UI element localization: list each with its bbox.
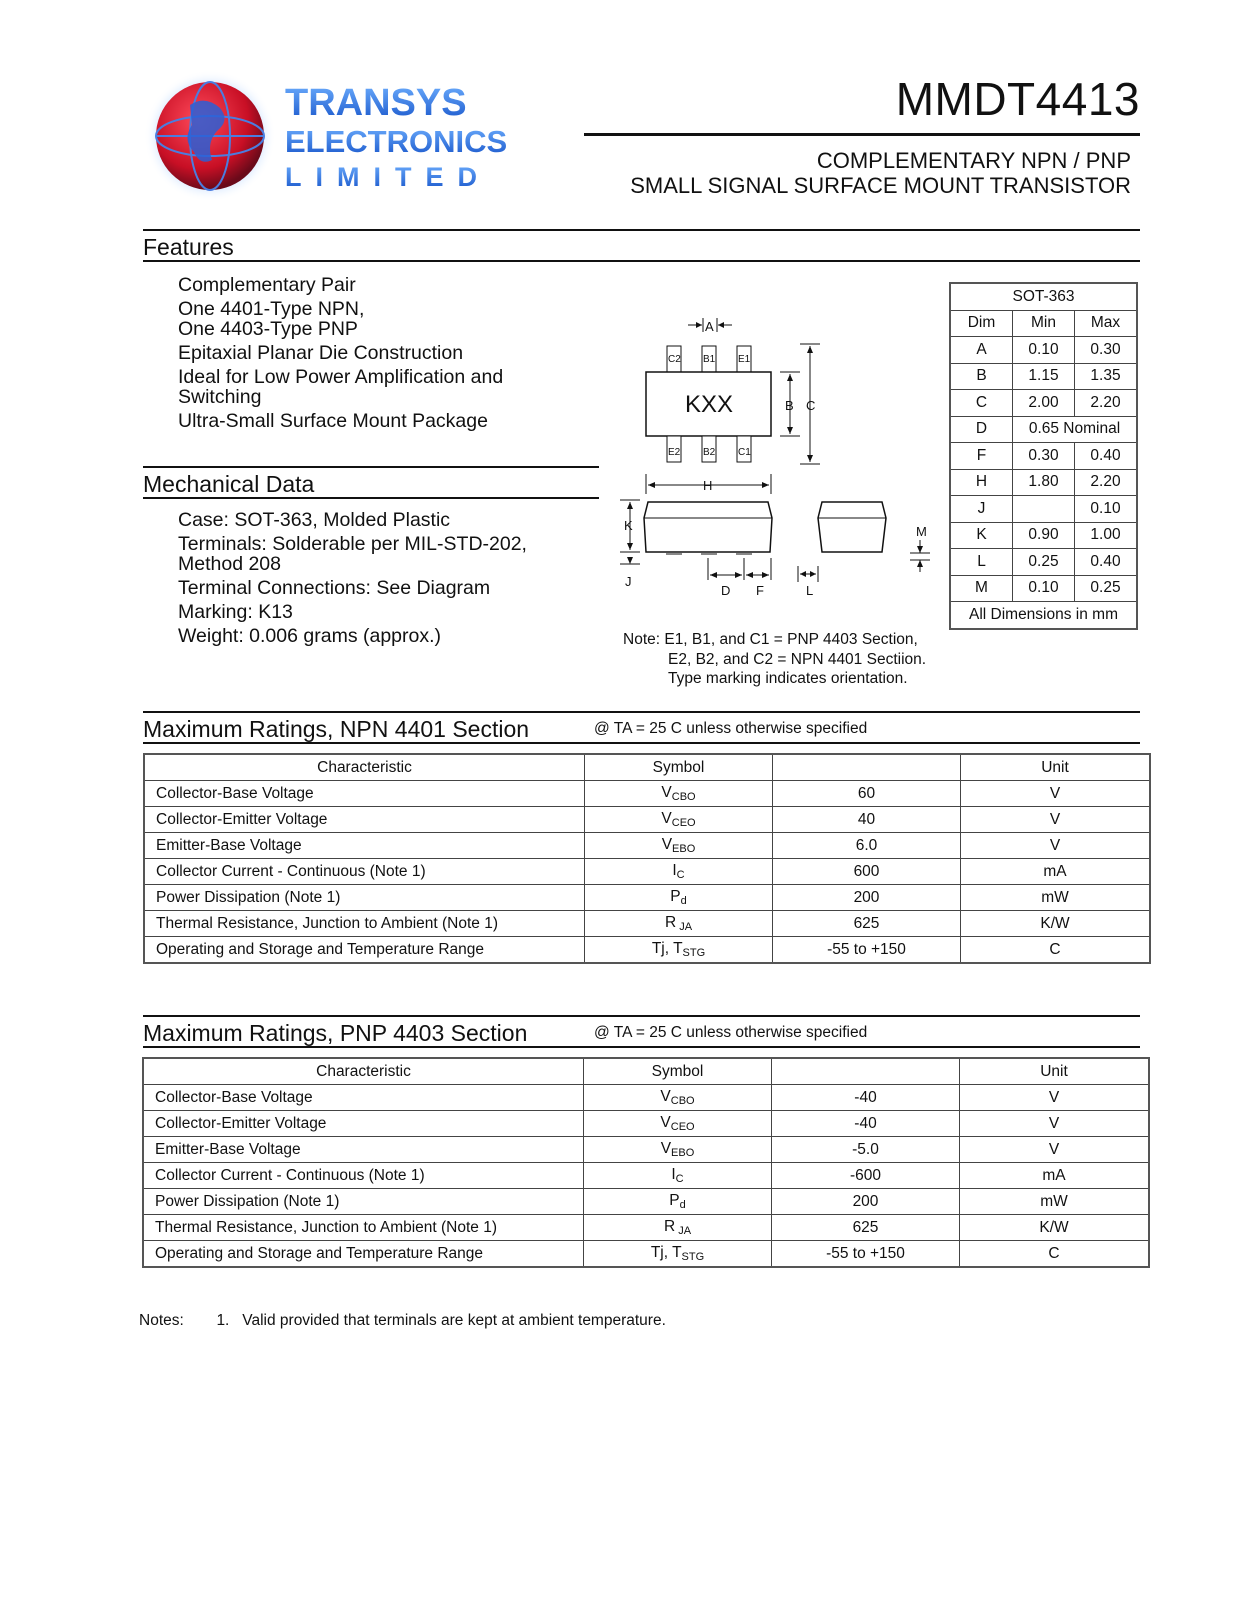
npn-section-title: Maximum Ratings, NPN 4401 Section: [143, 716, 530, 742]
dim-table-title-row: [950, 283, 1137, 310]
dim-table-header-row: [950, 310, 1137, 337]
dim-label-a: A: [705, 319, 714, 334]
table-row: M 0.10 0.25: [950, 575, 1137, 602]
mechanical-item: Case: SOT-363, Molded Plastic: [178, 509, 451, 531]
mechanical-bottom-rule: [143, 497, 599, 499]
dim-header-max: Max: [1075, 310, 1138, 337]
npn-ratings-table: [143, 753, 1151, 964]
package-marking: KXX: [685, 391, 734, 418]
dim-label-d: D: [721, 583, 731, 598]
feature-item: Ultra-Small Surface Mount Package: [178, 410, 488, 432]
mechanical-item: Weight: 0.006 grams (approx.): [178, 625, 442, 647]
dim-label-c: C: [806, 398, 816, 413]
table-row: H 1.80 2.20: [950, 469, 1137, 496]
col-unit: Unit: [961, 754, 1151, 781]
table-row: Collector-Base Voltage $V_{CBO}$ 60 V: [144, 781, 1150, 807]
table-row: Collector-Base Voltage $V_{CBO}$ -40 V: [143, 1085, 1149, 1111]
dim-label-h: H: [703, 478, 713, 493]
dim-table-footer-row: [950, 602, 1137, 629]
pnp-ratings-table: [142, 1057, 1150, 1268]
features-list: [178, 275, 598, 435]
col-unit: Unit: [960, 1058, 1150, 1085]
pin-bottom-2: B2: [703, 447, 716, 458]
table-row: Operating and Storage and Temperature Range Tj, $T_{STG}$ -55 to +150 C: [143, 1241, 1149, 1268]
table-row: J 0.10: [950, 496, 1137, 523]
dim-label-l: L: [806, 583, 814, 598]
dim-label-k: K: [624, 518, 633, 533]
features-top-rule: [143, 229, 1140, 231]
notes-label: Notes:: [139, 1312, 184, 1329]
table-row: K 0.90 1.00: [950, 522, 1137, 549]
part-number: MMDT4413: [895, 73, 1140, 125]
diagram-note: [623, 630, 926, 689]
subtitle-line1: COMPLEMENTARY NPN / PNP: [816, 148, 1131, 173]
pin-top-2: B1: [703, 354, 716, 365]
features-title: Features: [143, 234, 234, 260]
feature-item: Epitaxial Planar Die Construction: [178, 342, 464, 364]
table-row: Power Dissipation (Note 1) $P_d$ 200 mW: [143, 1189, 1149, 1215]
pin-top-1: C2: [668, 354, 681, 365]
product-subtitle: [630, 148, 1131, 198]
diagram-note-line2: E2, B2, and C2 = NPN 4401 Sectiion.: [668, 650, 927, 668]
feature-item: Complementary Pair: [178, 274, 356, 296]
mechanical-title: Mechanical Data: [143, 471, 315, 497]
col-symbol: Symbol: [584, 1058, 772, 1085]
npn-top-rule: [143, 711, 1140, 713]
table-row: A 0.10 0.30: [950, 337, 1137, 364]
header-divider: [584, 133, 1140, 136]
dim-label-j: J: [625, 574, 632, 589]
mechanical-item: Terminals: Solderable per MIL-STD-202, Method 208: [178, 533, 527, 575]
pnp-condition: @ TA = 25 C unless otherwise specified: [594, 1024, 868, 1041]
dim-table-footer: All Dimensions in mm: [950, 602, 1137, 629]
dimension-table: [949, 282, 1138, 630]
table-row: Operating and Storage and Temperature Range Tj, $T_{STG}$ -55 to +150 C: [144, 937, 1150, 964]
npn-bottom-rule: [143, 742, 1140, 744]
table-header-row: [144, 754, 1150, 781]
mechanical-list: [178, 510, 598, 650]
table-row: Collector Current - Continuous (Note 1) $I_C$ 600 mA: [144, 859, 1150, 885]
table-row: Thermal Resistance, Junction to Ambient (Note 1) R $_{JA}$ 625 K/W: [144, 911, 1150, 937]
table-row: Emitter-Base Voltage $V_{EBO}$ -5.0 V: [143, 1137, 1149, 1163]
table-row: C 2.00 2.20: [950, 390, 1137, 417]
pin-bottom-3: C1: [738, 447, 751, 458]
package-outline-diagram: [610, 310, 940, 610]
table-row: Power Dissipation (Note 1) $P_d$ 200 mW: [144, 885, 1150, 911]
npn-condition: @ TA = 25 C unless otherwise specified: [594, 720, 868, 737]
features-bottom-rule: [143, 260, 1140, 262]
feature-item: One 4401-Type NPN, One 4403-Type PNP: [178, 298, 365, 340]
col-characteristic: Characteristic: [143, 1058, 584, 1085]
dim-label-m: M: [916, 524, 927, 539]
table-row: Collector-Emitter Voltage $V_{CEO}$ -40 V: [143, 1111, 1149, 1137]
dim-header-min: Min: [1013, 310, 1075, 337]
logo-line3: LIMITED: [285, 162, 491, 192]
mechanical-item: Marking: K13: [178, 601, 293, 623]
table-row: Emitter-Base Voltage $V_{EBO}$ 6.0 V: [144, 833, 1150, 859]
col-value: [772, 1058, 960, 1085]
pnp-bottom-rule: [143, 1046, 1140, 1048]
notes-section: [139, 1312, 666, 1330]
pin-bottom-1: E2: [668, 447, 681, 458]
mechanical-item: Terminal Connections: See Diagram: [178, 577, 491, 599]
col-value: [773, 754, 961, 781]
mechanical-top-rule: [143, 466, 599, 468]
col-characteristic: Characteristic: [144, 754, 585, 781]
table-row: F 0.30 0.40: [950, 443, 1137, 470]
logo-line1: TRANSYS: [285, 82, 467, 124]
table-row: Collector Current - Continuous (Note 1) $I_C$ -600 mA: [143, 1163, 1149, 1189]
subtitle-line2: SMALL SIGNAL SURFACE MOUNT TRANSISTOR: [630, 173, 1131, 198]
note-item: 1. Valid provided that terminals are kept at ambient temperature.: [216, 1312, 666, 1329]
dim-table-package: SOT-363: [950, 283, 1137, 310]
table-header-row: [143, 1058, 1149, 1085]
pnp-section-title: Maximum Ratings, PNP 4403 Section: [143, 1020, 528, 1046]
pin-top-3: E1: [738, 354, 751, 365]
table-row: Thermal Resistance, Junction to Ambient (Note 1) R $_{JA}$ 625 K/W: [143, 1215, 1149, 1241]
table-row: D 0.65 Nominal: [950, 416, 1137, 443]
diagram-note-line1: Note: E1, B1, and C1 = PNP 4403 Section,: [623, 631, 918, 648]
diagram-note-line3: Type marking indicates orientation.: [668, 670, 908, 687]
logo-line2: ELECTRONICS: [285, 124, 508, 159]
dim-label-f: F: [756, 583, 764, 598]
table-row: L 0.25 0.40: [950, 549, 1137, 576]
table-row: B 1.15 1.35: [950, 363, 1137, 390]
feature-item: Ideal for Low Power Amplification and Switching: [178, 366, 504, 408]
company-logo: [150, 70, 508, 210]
dim-label-b: B: [785, 398, 794, 413]
table-row: Collector-Emitter Voltage $V_{CEO}$ 40 V: [144, 807, 1150, 833]
dim-header-dim: Dim: [950, 310, 1013, 337]
col-symbol: Symbol: [585, 754, 773, 781]
pnp-top-rule: [143, 1015, 1140, 1017]
